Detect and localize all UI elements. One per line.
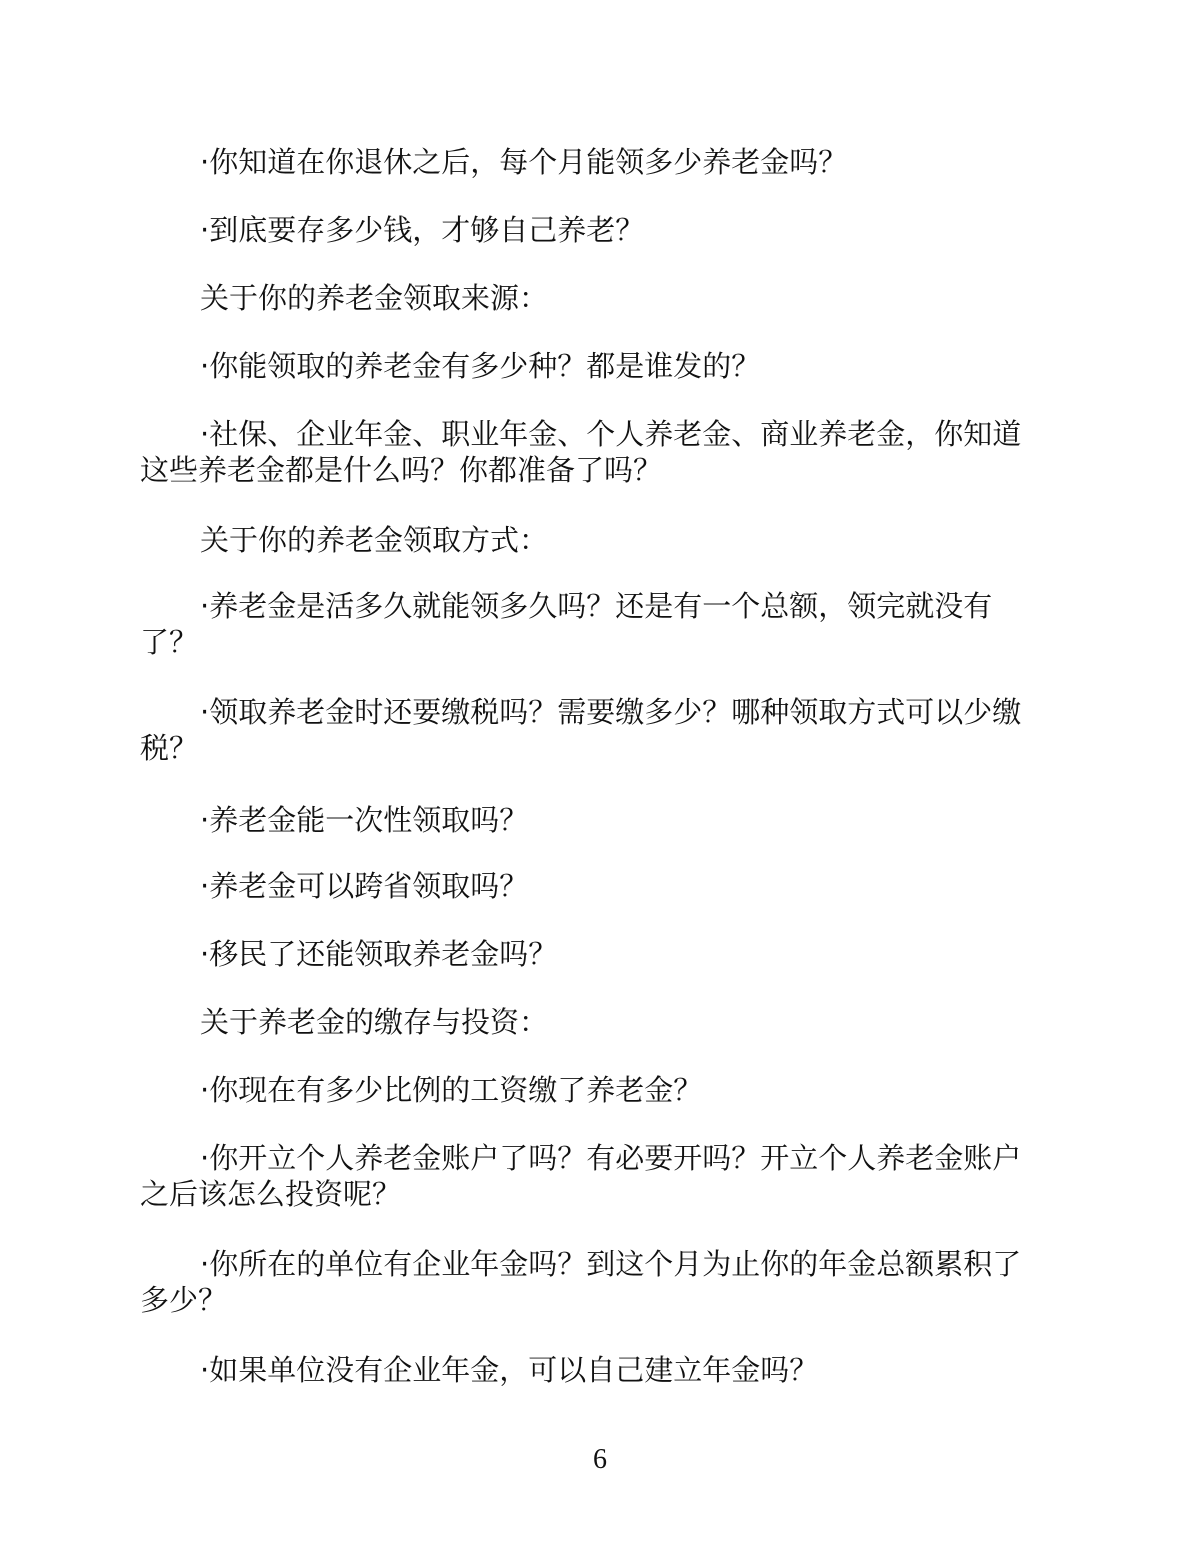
- paragraph-line: ·养老金是活多久就能领多久吗？还是有一个总额，领完就没有: [200, 589, 993, 623]
- paragraph-line: ·你现在有多少比例的工资缴了养老金？: [200, 1073, 703, 1107]
- paragraph-line: ·到底要存多少钱，才够自己养老？: [200, 213, 645, 247]
- paragraph: [140, 1140, 1040, 1212]
- paragraph-line: ·养老金能一次性领取吗？: [200, 803, 529, 837]
- paragraph-line: ·社保、企业年金、职业年金、个人养老金、商业养老金，你知道: [200, 417, 1022, 451]
- paragraph: [140, 802, 1040, 838]
- paragraph: [140, 522, 1040, 558]
- paragraph-line: ·你开立个人养老金账户了吗？有必要开吗？开立个人养老金账户: [200, 1141, 1022, 1175]
- paragraph-line: 税？: [140, 731, 199, 765]
- paragraph: [140, 694, 1040, 766]
- paragraph: [140, 1072, 1040, 1108]
- paragraph-line: ·你能领取的养老金有多少种？都是谁发的？: [200, 349, 761, 383]
- paragraph: [140, 144, 1040, 180]
- paragraph: [140, 588, 1040, 660]
- paragraph: [140, 348, 1040, 384]
- paragraph: [140, 280, 1040, 316]
- page-number: 6: [593, 1444, 607, 1475]
- paragraph: [140, 1246, 1040, 1318]
- paragraph: [140, 416, 1040, 488]
- paragraph-line: ·你所在的单位有企业年金吗？到这个月为止你的年金总额累积了: [200, 1247, 1022, 1281]
- paragraph: [140, 868, 1040, 904]
- paragraph: [140, 936, 1040, 972]
- paragraph-line: ·你知道在你退休之后，每个月能领多少养老金吗？: [200, 145, 848, 179]
- paragraph-line: 这些养老金都是什么吗？你都准备了吗？: [140, 453, 663, 487]
- paragraph-line: 关于养老金的缴存与投资：: [200, 1005, 549, 1039]
- paragraph-line: ·领取养老金时还要缴税吗？需要缴多少？哪种领取方式可以少缴: [200, 695, 1022, 729]
- paragraph-line: 关于你的养老金领取来源：: [200, 281, 549, 315]
- paragraph-line: ·如果单位没有企业年金，可以自己建立年金吗？: [200, 1353, 819, 1387]
- paragraph: [140, 212, 1040, 248]
- paragraph-line: ·移民了还能领取养老金吗？: [200, 937, 558, 971]
- paragraph-line: 多少？: [140, 1283, 228, 1317]
- paragraph-line: 了？: [140, 625, 199, 659]
- paragraph-line: ·养老金可以跨省领取吗？: [200, 869, 529, 903]
- paragraph: [140, 1352, 1040, 1388]
- paragraph-line: 关于你的养老金领取方式：: [200, 523, 549, 557]
- paragraph: [140, 1004, 1040, 1040]
- paragraph-line: 之后该怎么投资呢？: [140, 1177, 402, 1211]
